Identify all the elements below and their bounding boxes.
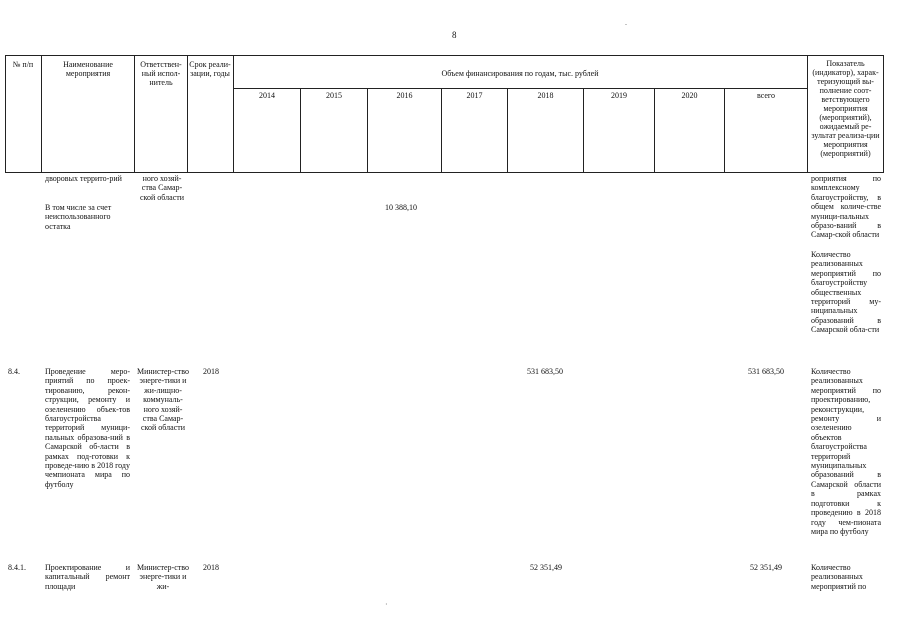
row-name: Проведение меро-приятий по проек-тированию, рекон-струкции, ремонту и озеленению объек-тов благоустройства территорий муници-пальных образова-ний в Самарской об-ласти в рамках под-готовки к проведе-нию в 2018 году чемпионата мира по футболу [45, 367, 130, 489]
header-executor: Ответствен-ный испол-нитель [140, 60, 182, 87]
header-year-2016: 2016 [396, 91, 413, 100]
row-executor: Министер-ство энерге-тики и жи-лищно-коммуналь-ного хозяй-ства Самар-ской области [137, 367, 189, 433]
row-indicator: Количество реализованных мероприятий по проектированию, реконструкции, ремонту и озеленению объектов благоустройства территорий муниципальных образований в Самарской области в рамках подготовки к проведению в 2018 году чем-пионата мира по футболу [811, 367, 881, 536]
col-border [41, 55, 42, 173]
col-border [507, 88, 508, 173]
header-name: Наименование мероприятия [63, 60, 113, 78]
header-year-2018: 2018 [537, 91, 554, 100]
col-border [883, 55, 884, 173]
scan-speck: . [625, 18, 627, 27]
row-name-extra: В том числе за счет неиспользованного остатка [45, 203, 112, 231]
header-financing: Объем финансирования по годам, тыс. рублей [441, 69, 599, 78]
col-border [807, 55, 808, 173]
row-indicator: Количество реализованных мероприятий по [811, 563, 867, 591]
header-year-2017: 2017 [466, 91, 483, 100]
table-top-border [5, 55, 883, 56]
row-number: 8.4.1. [8, 563, 26, 572]
header-term: Срок реали-зации, годы [189, 60, 231, 78]
row-total: 52 351,49 [750, 563, 782, 572]
col-border [724, 88, 725, 173]
header-num: № п/п [12, 60, 34, 69]
header-total: всего [756, 91, 775, 100]
row-number: 8.4. [8, 367, 20, 376]
col-border [367, 88, 368, 173]
scan-speck: · [385, 600, 388, 609]
col-border [441, 88, 442, 173]
header-year-2020: 2020 [681, 91, 698, 100]
row-name: Проектирование и капитальный ремонт площади [45, 563, 130, 591]
row-term: 2018 [203, 563, 219, 572]
row-indicator: роприятия по комплексному благоустройству, в общем количе-стве муници-пальных образо-ваний в Самар-ской области [811, 174, 881, 240]
header-bottom-border [5, 172, 883, 173]
header-year-2015: 2015 [326, 91, 342, 100]
row-value-2016: 10 388,10 [385, 203, 417, 212]
row-executor: Министер-ство энерге-тики и жи- [137, 563, 189, 591]
col-border [187, 55, 188, 173]
header-indicator: Показатель (индикатор), харак-теризующий вы-полнение соот-ветствующего мероприятия (мероприятий), ожидаемый ре-зультат реализа-ции мероприятия (мероприятий) [811, 59, 880, 158]
years-header-divider [233, 88, 807, 89]
row-name: дворовых террито-рий [45, 174, 122, 183]
row-value-2018: 531 683,50 [527, 367, 563, 376]
row-indicator-extra: Количество реализованных мероприятий по благоустройству общественных территорий му-ниципальных образований в Самарской обла-сти [811, 250, 881, 335]
col-border [300, 88, 301, 173]
col-border [583, 88, 584, 173]
header-year-2014: 2014 [259, 91, 275, 100]
page-number: 8 [452, 30, 457, 40]
row-executor: ного хозяй-ства Самар-ской области [139, 174, 185, 202]
row-value-2018: 52 351,49 [530, 563, 562, 572]
row-total: 531 683,50 [748, 367, 784, 376]
header-year-2019: 2019 [611, 91, 627, 100]
row-term: 2018 [203, 367, 219, 376]
col-border [654, 88, 655, 173]
col-border [5, 55, 6, 173]
col-border [134, 55, 135, 173]
